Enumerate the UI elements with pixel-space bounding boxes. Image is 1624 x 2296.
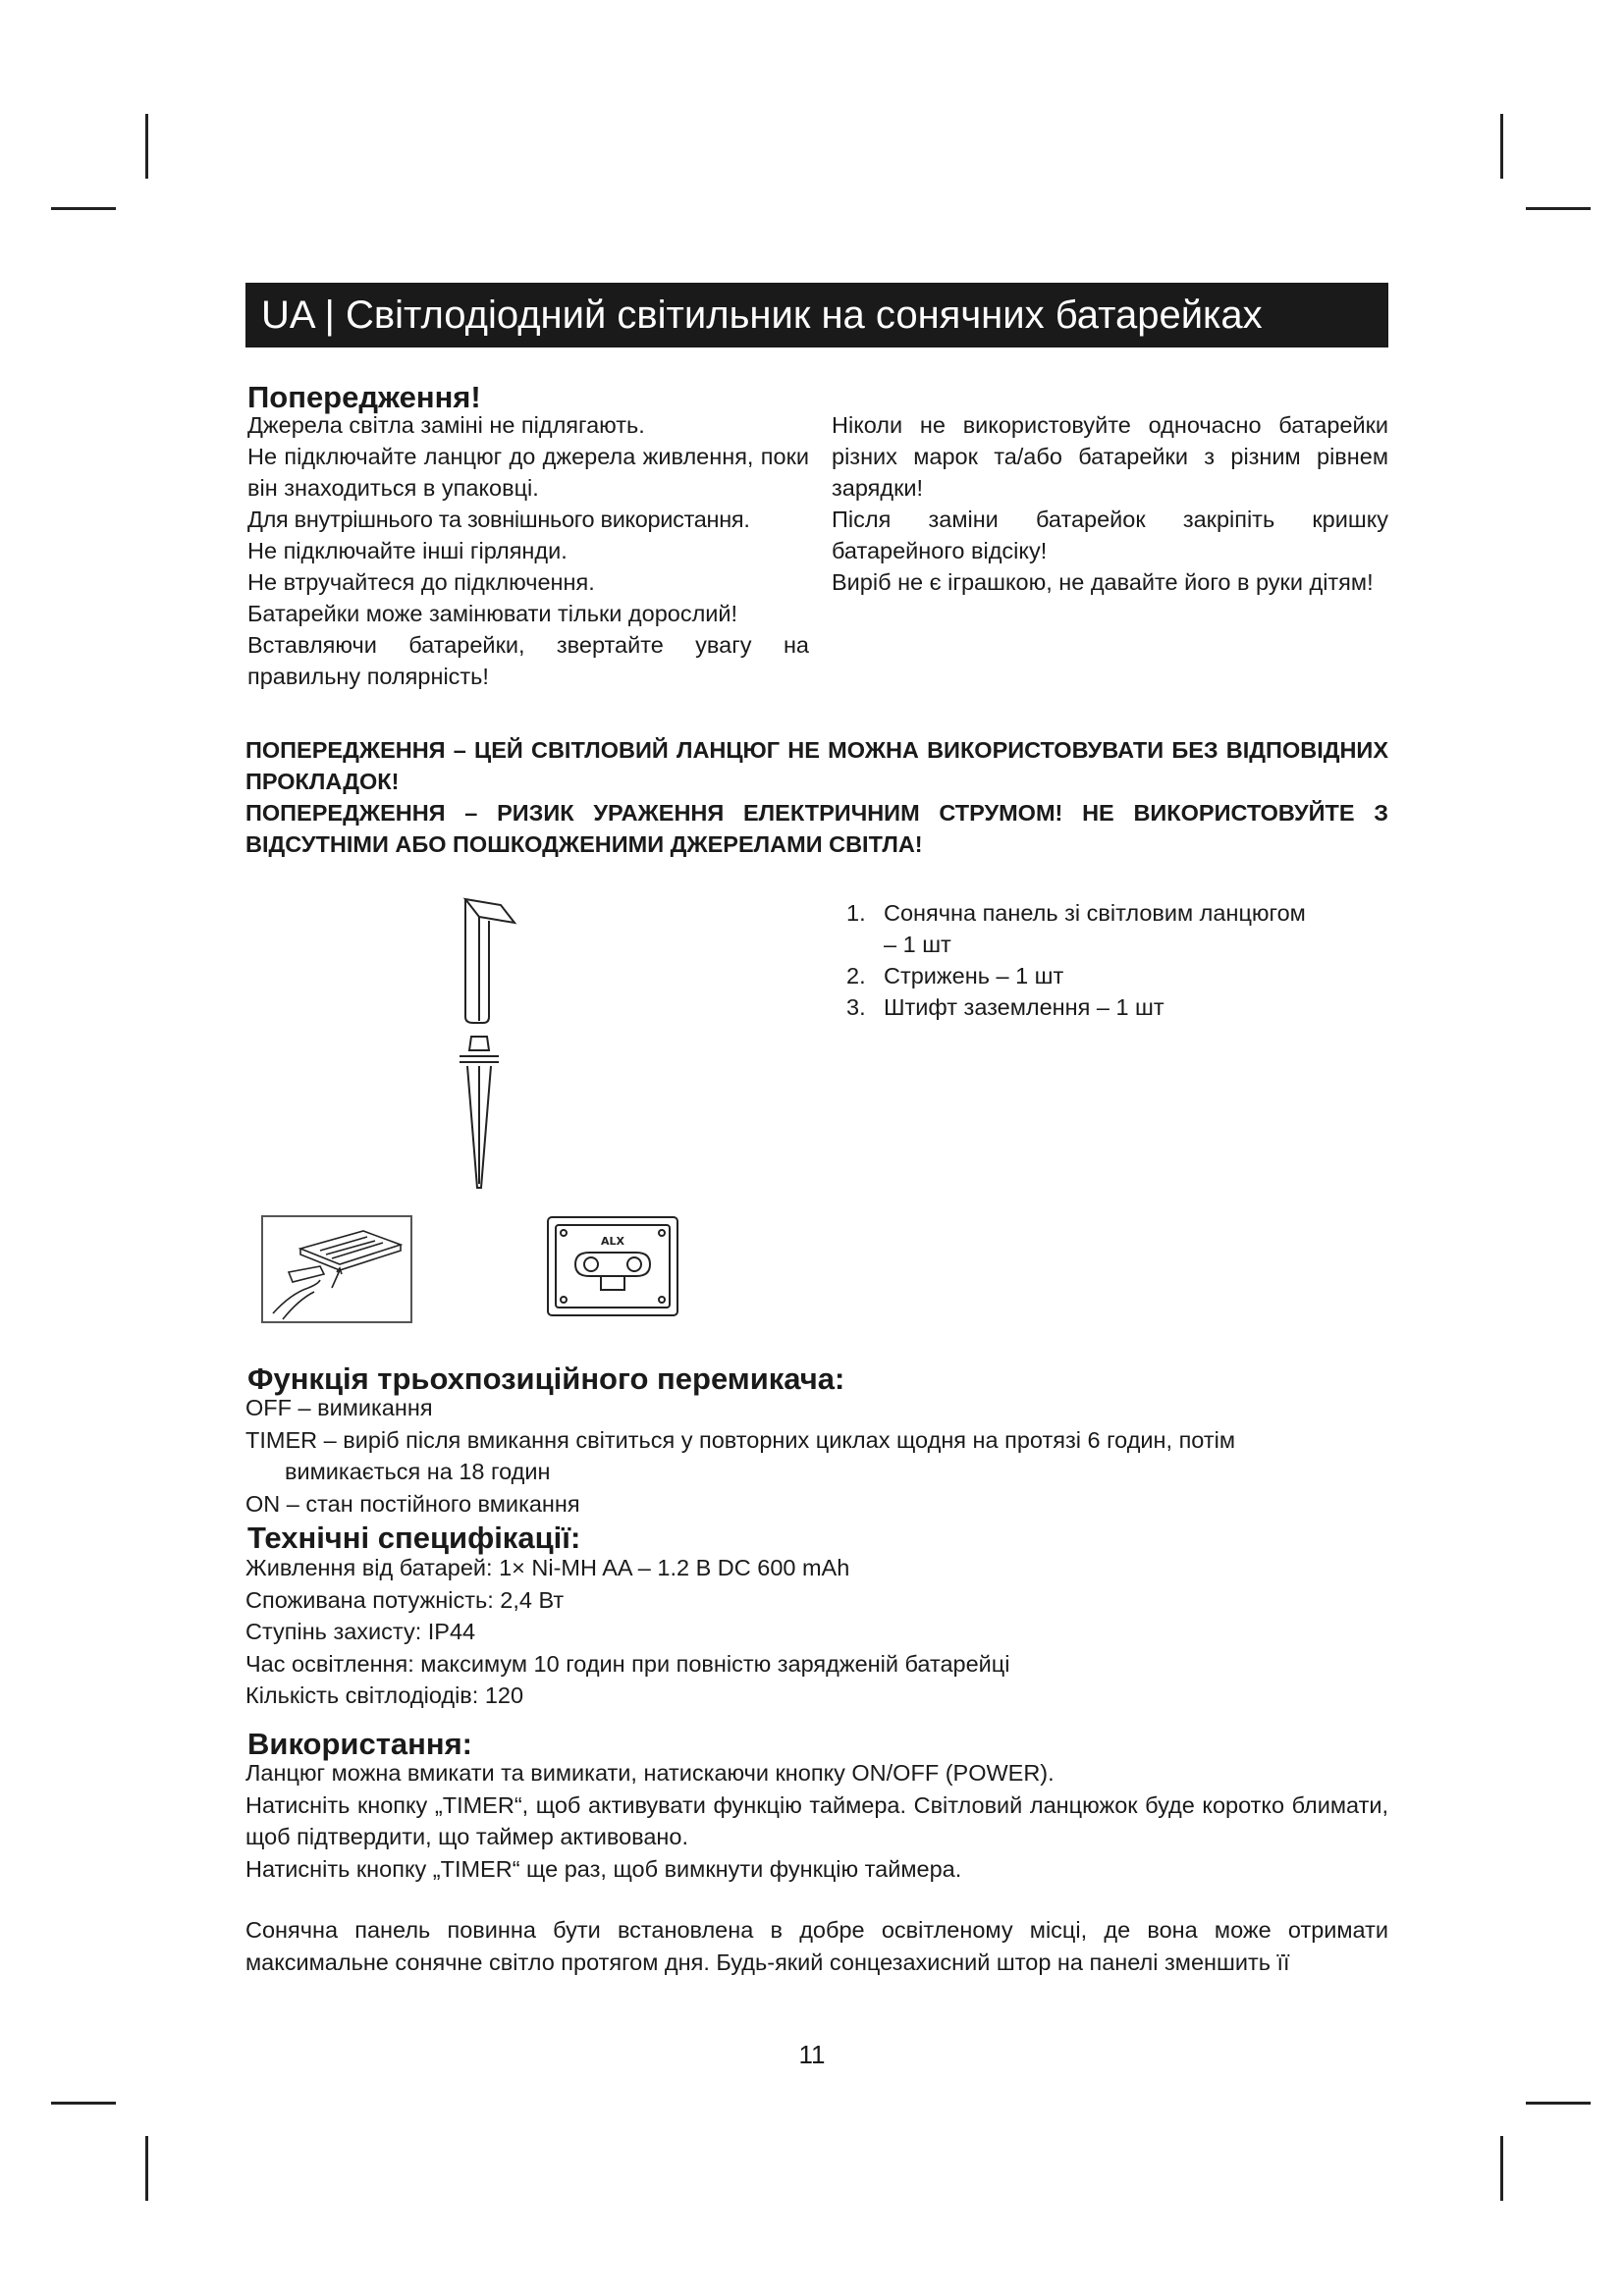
crop-mark bbox=[51, 2102, 116, 2105]
caps-warning: ПОПЕРЕДЖЕННЯ – РИЗИК УРАЖЕННЯ ЕЛЕКТРИЧНИМ СТРУМОМ! НЕ ВИКОРИСТОВУЙТЕ З ВІДСУТНІМИ АБО ПОШКОДЖЕНИМИ ДЖЕРЕЛАМИ СВІТЛА! bbox=[245, 800, 1388, 857]
usage-heading: Використання: bbox=[247, 1727, 473, 1761]
switch-off-text: OFF – вимикання bbox=[245, 1395, 433, 1420]
spec-line: Живлення від батарей: 1× Ni-MH AA – 1.2 В DC 600 mAh bbox=[245, 1555, 850, 1580]
usage-paragraph: Сонячна панель повинна бути встановлена в добре освітленому місці, де вона може отримати максимальне сонячне світло протягом дня. Будь-який сонцезахисний штор на панелі зменшить її bbox=[245, 1917, 1388, 1975]
list-item: 3. Штифт заземлення – 1 шт bbox=[846, 994, 1164, 1020]
battery-compartment-illustration bbox=[261, 1215, 412, 1323]
crop-mark bbox=[145, 114, 148, 179]
specs-heading: Технічні специфікації: bbox=[247, 1521, 581, 1555]
warnings-heading: Попередження! bbox=[247, 380, 481, 414]
list-item-continuation: – 1 шт bbox=[884, 932, 951, 957]
switch-timer-text: вимикається на 18 годин bbox=[285, 1459, 551, 1484]
page-number: 11 bbox=[798, 2040, 826, 2069]
warning-line: Джерела світла заміні не підлягають. bbox=[247, 412, 645, 438]
usage-line: Натисніть кнопку „TIMER“ ще раз, щоб вимкнути функцію таймера. bbox=[245, 1855, 962, 1882]
list-item: 2. Стрижень – 1 шт bbox=[846, 963, 1064, 988]
crop-mark bbox=[1500, 2136, 1503, 2201]
warnings-right-column bbox=[832, 409, 1388, 598]
warning-line: Не підключайте ланцюг до джерела живлення, поки він знаходиться в упаковці. bbox=[247, 444, 809, 501]
warning-line: Вставляючи батарейки, звертайте увагу на правильну полярність! bbox=[247, 632, 809, 689]
switch-function-body bbox=[245, 1392, 1388, 1520]
warnings-left-column bbox=[247, 409, 809, 692]
list-item: 1. Сонячна панель зі світловим ланцюгом bbox=[846, 900, 1306, 926]
caps-warning: ПОПЕРЕДЖЕННЯ – ЦЕЙ СВІТЛОВИЙ ЛАНЦЮГ НЕ МОЖНА ВИКОРИСТОВУВАТИ БЕЗ ВІДПОВІДНИХ ПРОКЛАДОК! bbox=[245, 737, 1388, 794]
spec-line: Ступінь захисту: IP44 bbox=[245, 1619, 476, 1644]
usage-line: Ланцюг можна вмикати та вимикати, натискаючи кнопку ON/OFF (POWER). bbox=[245, 1760, 1055, 1786]
warning-line: Після заміни батарейок закріпіть кришку батарейного відсіку! bbox=[832, 507, 1388, 563]
switch-timer-text: TIMER – виріб після вмикання світиться у повторних циклах щодня на протязі 6 годин, потім bbox=[245, 1426, 1235, 1453]
spec-line: Кількість світлодіодів: 120 bbox=[245, 1682, 524, 1708]
usage-line: Натисніть кнопку „TIMER“, щоб активувати функцію таймера. Світловий ланцюжок буде коротко блимати, щоб підтвердити, що таймер активовано. bbox=[245, 1791, 1388, 1849]
crop-mark bbox=[51, 207, 116, 210]
warning-line: Ніколи не використовуйте одночасно батарейки різних марок та/або батарейки з різним рівнем зарядки! bbox=[832, 412, 1388, 501]
warning-line: Для внутрішнього та зовнішнього використання. bbox=[247, 507, 750, 532]
warning-line: Не втручайтеся до підключення. bbox=[247, 569, 595, 595]
crop-mark bbox=[1526, 207, 1591, 210]
crop-mark bbox=[1500, 114, 1503, 179]
switch-panel-label: ALX bbox=[600, 1235, 625, 1248]
warning-line: Не підключайте інші гірлянди. bbox=[247, 538, 568, 563]
crop-mark bbox=[145, 2136, 148, 2201]
crop-mark bbox=[1526, 2102, 1591, 2105]
switch-function-heading: Функція трьохпозиційного перемикача: bbox=[247, 1362, 845, 1396]
specs-body bbox=[245, 1552, 1388, 1712]
page-title: UA | Світлодіодний світильник на сонячних батарейках bbox=[245, 283, 1388, 347]
parts-list bbox=[846, 897, 1306, 1023]
usage-body bbox=[245, 1757, 1388, 1885]
spec-line: Час освітлення: максимум 10 годин при повністю зарядженій батарейці bbox=[245, 1650, 1010, 1677]
switch-on-text: ON – стан постійного вмикання bbox=[245, 1490, 580, 1517]
spec-line: Споживана потужність: 2,4 Вт bbox=[245, 1586, 565, 1613]
switch-panel-illustration bbox=[546, 1215, 679, 1317]
caps-warnings bbox=[245, 734, 1388, 860]
stake-light-illustration bbox=[432, 893, 530, 1207]
warning-line: Батарейки може замінювати тільки дорослий! bbox=[247, 601, 738, 626]
warning-line: Виріб не є іграшкою, не давайте його в руки дітям! bbox=[832, 569, 1374, 595]
